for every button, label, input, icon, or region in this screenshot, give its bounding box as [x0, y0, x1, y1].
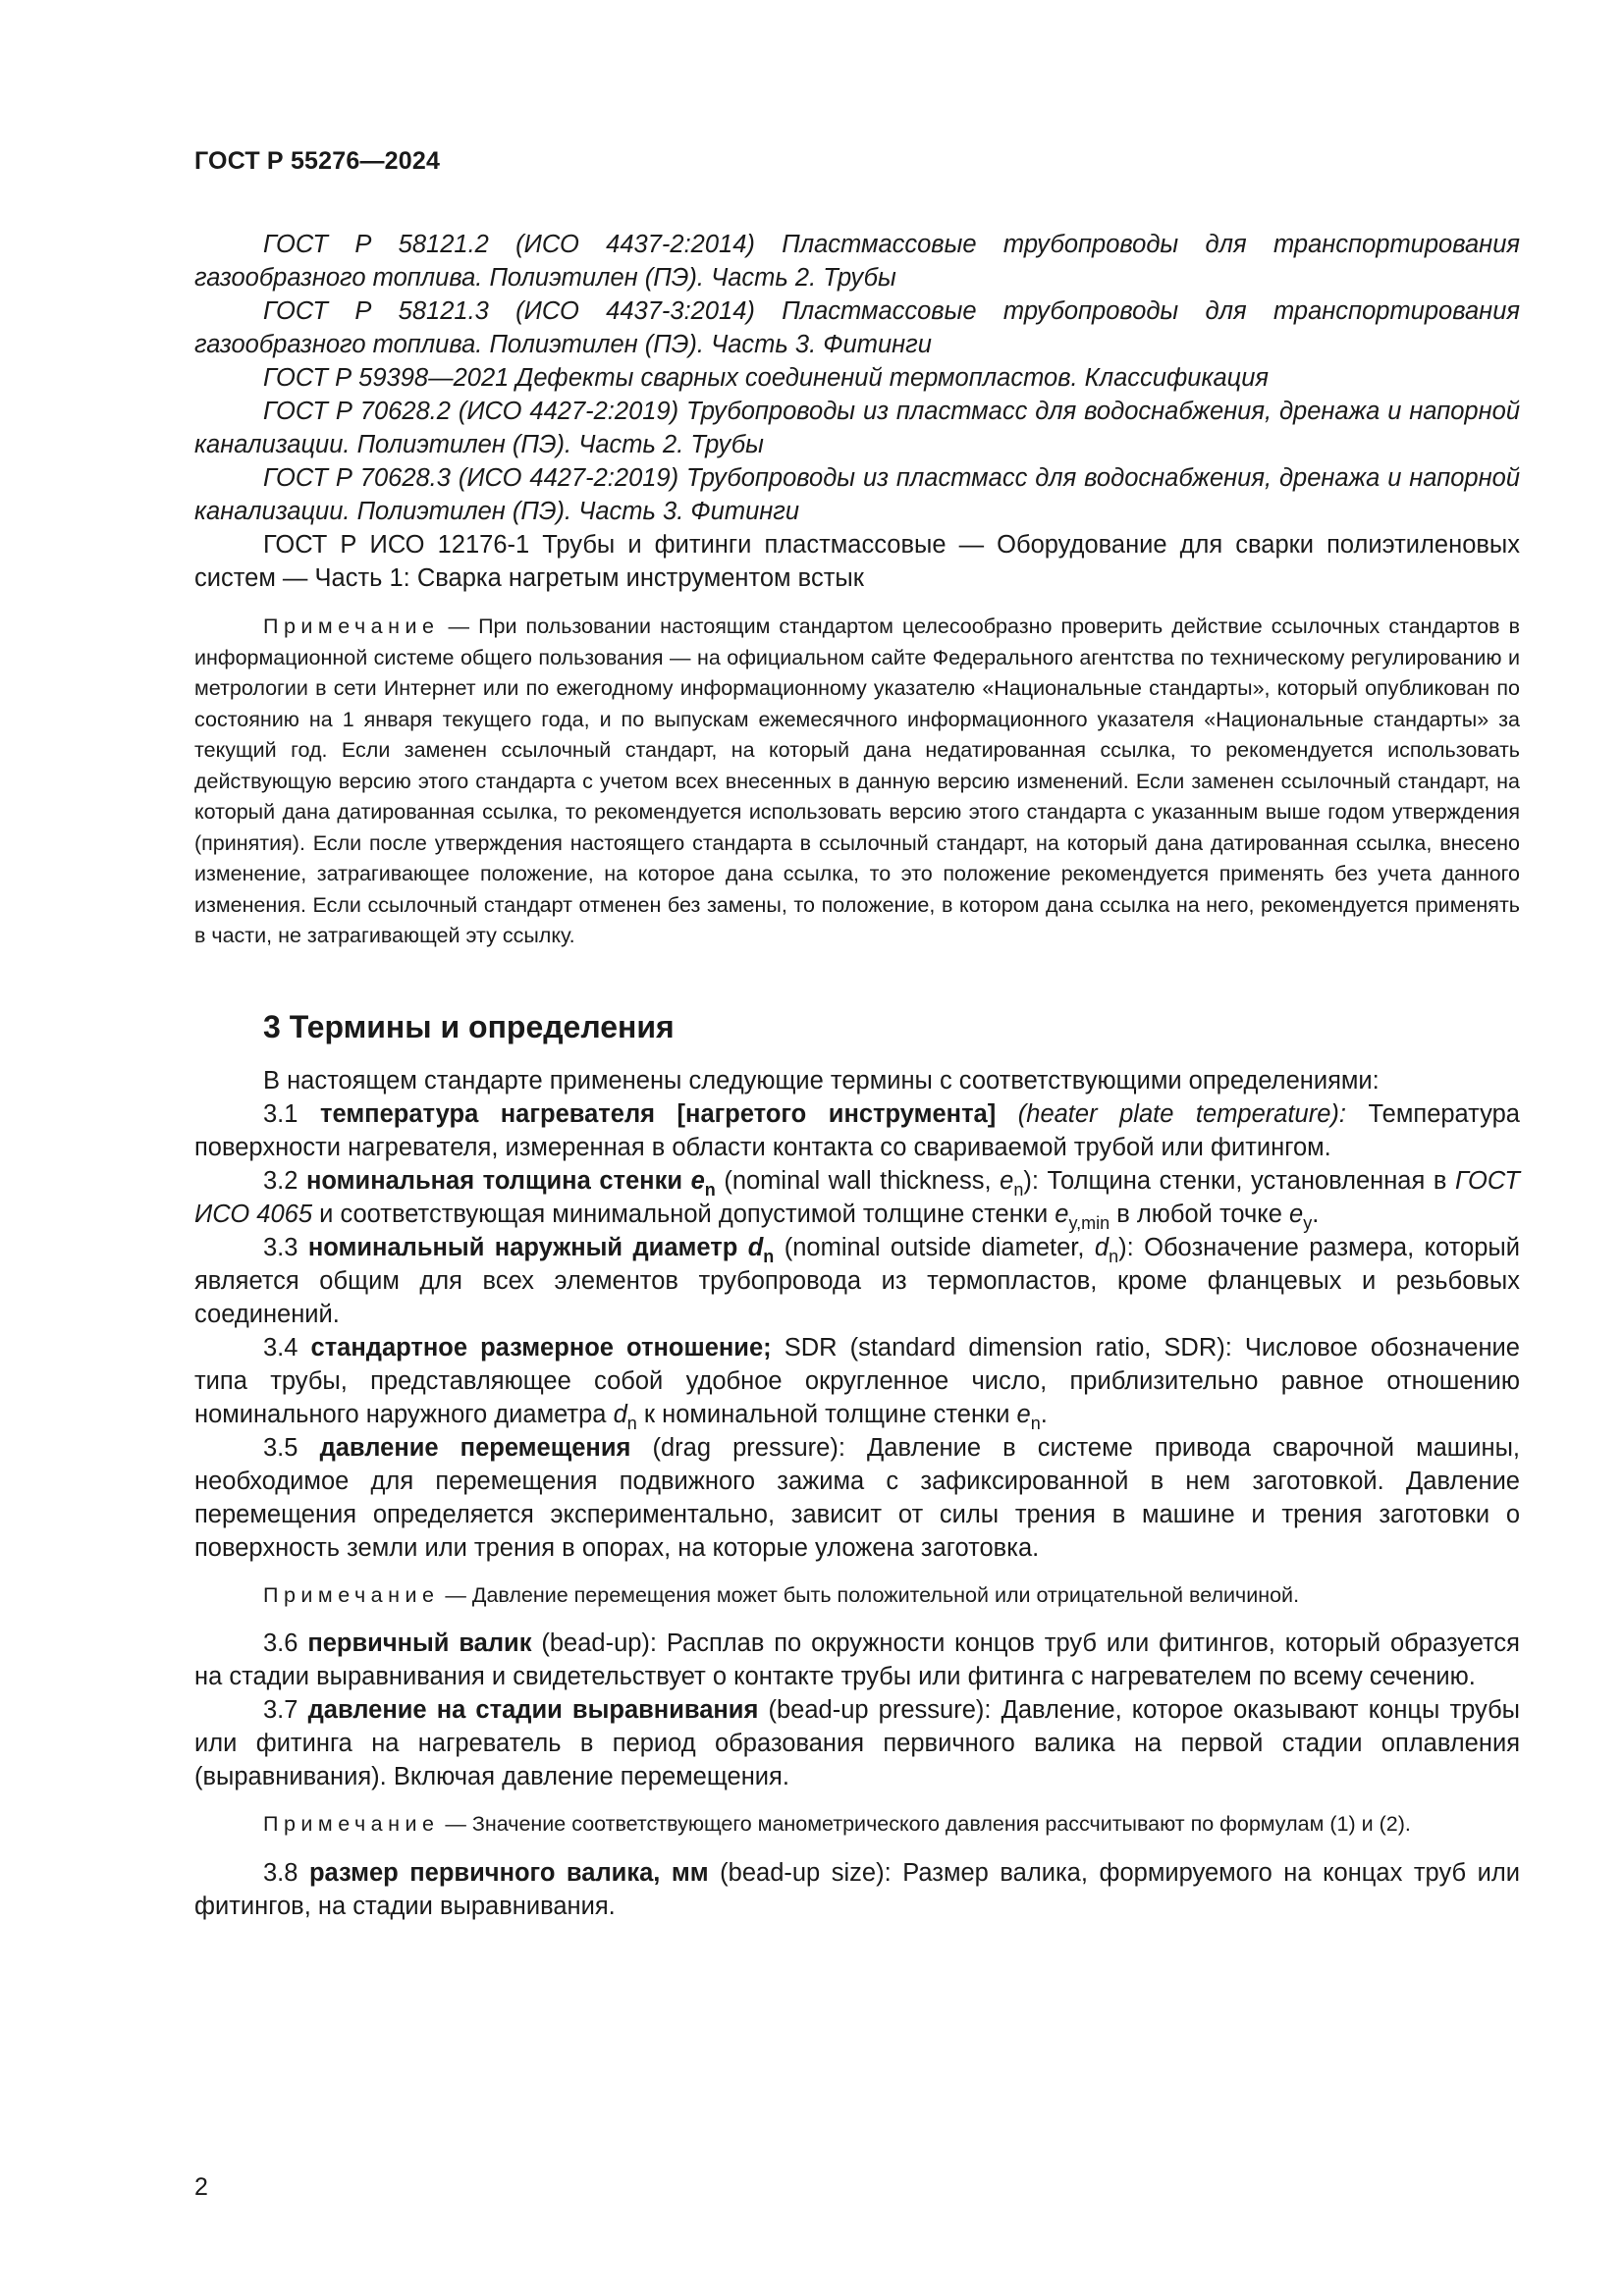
- term-3-2: 3.2 номинальная толщина стенки $e_n$ (nominal wall thickness, $e_n$): Толщина стенки, установленная в ГОСТ ИСО 4065 и соответствующая минимальной допустимой толщине стенки $e_{y,min}$ в любой точке $e_y$.: [194, 1166, 1520, 1233]
- section-intro: В настоящем стандарте применены следующие термины с соответствующими определениями:: [263, 1066, 1380, 1095]
- note-gauge-pressure: Примечание — Значение соответствующего манометрического давления рассчитывают по формулам (1) и (2).: [263, 1812, 1411, 1836]
- section-title: 3 Термины и определения: [263, 1008, 675, 1044]
- document-body: [194, 228, 1520, 1923]
- note-text: При пользовании настоящим стандартом целесообразно проверить действие ссылочных стандартов в информационной системе общего пользования — на официальном сайте Федерального агентства по техническому регулированию и метрологии в сети Интернет или по ежегодному информационному указателю «Национальные стандарты», который опубликован по состоянию на 1 января текущего года, и по выпускам ежемесячного информационного указателя «Национальные стандарты» за текущий год. Если заменен ссылочный стандарт, на который дана недатированная ссылка, то рекомендуется использовать действующую версию этого стандарта с учетом всех внесенных в данную версию изменений. Если заменен ссылочный стандарт, на который дана датированная ссылка, то рекомендуется использовать версию этого стандарта с указанным выше годом утверждения (принятия). Если после утверждения настоящего стандарта в ссылочный стандарт, на который дана датированная ссылка, внесено изменение, затрагивающее положение, на которое дана ссылка, то это положение рекомендуется применять без учета данного изменения. Если ссылочный стандарт отменен без замены, то положение, в котором дана ссылка на него, рекомендуется применять в части, не затрагивающей эту ссылку.: [194, 614, 1520, 947]
- term-name: давление перемещения: [319, 1433, 631, 1462]
- note-text: Значение соответствующего манометрического давления рассчитывают по формулам (1) и (2).: [471, 1812, 1411, 1836]
- reference-item: ГОСТ Р 58121.3 (ИСО 4437-3:2014) Пластмассовые трубопроводы для транспортирования газообразного топлива. Полиэтилен (ПЭ). Часть 3. Фитинги: [194, 297, 1520, 358]
- term-3-3: 3.3 номинальный наружный диаметр $d_n$ (nominal outside diameter, $d_n$): Обозначение размера, который является общим для всех элементов трубопровода из термопластов, кроме фланцевых и резьбовых соединений.: [194, 1233, 1520, 1328]
- note-drag-pressure: Примечание — Давление перемещения может быть положительной или отрицательной величиной.: [263, 1582, 1300, 1607]
- document-header: ГОСТ Р 55276—2024: [194, 147, 441, 175]
- term-3-5: 3.5 давление перемещения (drag pressure): Давление в системе привода сварочной машины, необходимое для перемещения подвижного зажима с зафиксированной в нем заготовкой. Давление перемещения определяется экспериментально, зависит от силы трения в машине и трения заготовки о поверхность земли или трения в опорах, на которые уложена заготовка.: [194, 1433, 1520, 1562]
- reference-item: ГОСТ Р 70628.2 (ИСО 4427-2:2019) Трубопроводы из пластмасс для водоснабжения, дренажа и напорной канализации. Полиэтилен (ПЭ). Часть 2. Трубы: [194, 398, 1520, 458]
- note-label: Примечание: [263, 1812, 440, 1836]
- term-name: давление на стадии выравнивания: [307, 1696, 759, 1724]
- term-name: первичный валик: [307, 1629, 532, 1657]
- term-3-4: 3.4 стандартное размерное отношение; SDR (standard dimension ratio, SDR): Числовое обозначение типа трубы, представляющее собой удобное округленное число, приблизительно равное отношению номинального наружного диаметра $d_n$ к номинальной толщине стенки $e_n$.: [194, 1333, 1520, 1433]
- reference-item: ГОСТ Р ИСО 12176-1 Трубы и фитинги пластмассовые — Оборудование для сварки полиэтиленовых систем — Часть 1: Сварка нагретым инструментом встык: [194, 531, 1520, 592]
- term-name: стандартное размерное отношение;: [310, 1333, 772, 1362]
- reference-item: ГОСТ Р 58121.2 (ИСО 4437-2:2014) Пластмассовые трубопроводы для транспортирования газообразного топлива. Полиэтилен (ПЭ). Часть 2. Трубы: [194, 231, 1520, 292]
- note-text: Давление перемещения может быть положительной или отрицательной величиной.: [471, 1582, 1300, 1607]
- note-label: Примечание: [263, 1582, 440, 1607]
- reference-item: ГОСТ Р 59398—2021 Дефекты сварных соединений термопластов. Классификация: [263, 364, 1270, 392]
- term-name: номинальная толщина стенки: [306, 1166, 691, 1195]
- term-3-1: 3.1 температура нагревателя [нагретого инструмента] (heater plate temperature): Температура поверхности нагревателя, измеренная в области контакта со свариваемой трубой или фитингом.: [194, 1099, 1520, 1161]
- reference-item: ГОСТ Р 70628.3 (ИСО 4427-2:2019) Трубопроводы из пластмасс для водоснабжения, дренажа и напорной канализации. Полиэтилен (ПЭ). Часть 3. Фитинги: [194, 464, 1520, 525]
- term-name: температура нагревателя [нагретого инструмента]: [319, 1099, 997, 1128]
- page-number: 2: [194, 2173, 208, 2201]
- standard-reference: ГОСТ ИСО 4065: [194, 1166, 1520, 1228]
- note-references: Примечание — При пользовании настоящим стандартом целесообразно проверить действие ссылочных стандартов в информационной системе общего пользования — на официальном сайте Федерального агентства по техническому регулированию и метрологии в сети Интернет или по ежегодному информационному указателю «Национальные стандарты», который опубликован по состоянию на 1 января текущего года, и по выпускам ежемесячного информационного указателя «Национальные стандарты» за текущий год. Если заменен ссылочный стандарт, на который дана недатированная ссылка, то рекомендуется использовать действующую версию этого стандарта с учетом всех внесенных в данную версию изменений. Если заменен ссылочный стандарт, на который дана датированная ссылка, то рекомендуется использовать версию этого стандарта с указанным выше годом утверждения (принятия). Если после утверждения настоящего стандарта в ссылочный стандарт, на который дана датированная ссылка, внесено изменение, затрагивающее положение, на которое дана ссылка, то это положение рекомендуется применять без учета данного изменения. Если ссылочный стандарт отменен без замены, то положение, в котором дана ссылка на него, рекомендуется применять в части, не затрагивающей эту ссылку.: [194, 614, 1520, 947]
- term-3-8: 3.8 размер первичного валика, мм (bead-up size): Размер валика, формируемого на концах труб или фитингов, на стадии выравнивания.: [194, 1858, 1520, 1920]
- term-3-7: 3.7 давление на стадии выравнивания (bead-up pressure): Давление, которое оказывают концы трубы или фитинга на нагреватель в период образования первичного валика на первой стадии оплавления (выравнивания). Включая давление перемещения.: [194, 1696, 1520, 1790]
- term-3-6: 3.6 первичный валик (bead-up): Расплав по окружности концов труб или фитингов, который образуется на стадии выравнивания и свидетельствует о контакте трубы или фитинга с нагревателем по всему сечению.: [194, 1629, 1520, 1690]
- note-label: Примечание: [263, 614, 440, 638]
- term-name: номинальный наружный диаметр: [307, 1233, 748, 1261]
- term-name: размер первичного валика, мм: [308, 1858, 709, 1887]
